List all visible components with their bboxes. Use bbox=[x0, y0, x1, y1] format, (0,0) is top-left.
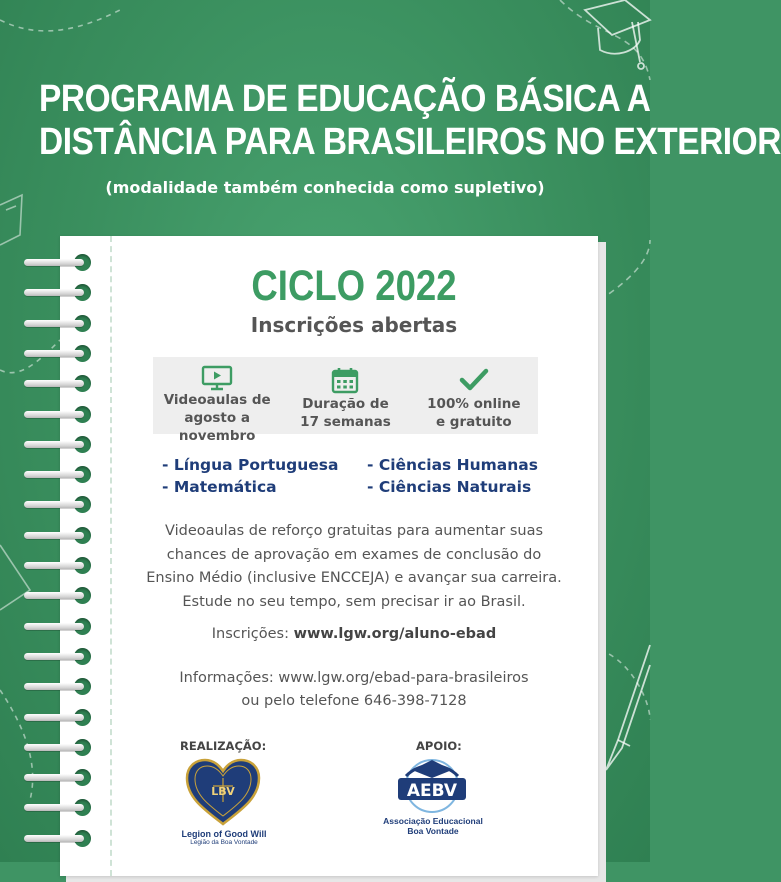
feature-videoclasses bbox=[153, 357, 281, 444]
supporter-label: APOIO: bbox=[416, 739, 462, 753]
features-box bbox=[153, 357, 538, 444]
description-line: Ensino Médio (inclusive ENCCEJA) e avançar sua carreira. bbox=[146, 570, 562, 586]
supporter-name-line-2: Boa Vontade bbox=[407, 826, 459, 836]
subject-natural-sciences: - Ciências Naturais bbox=[367, 478, 532, 496]
registration-label: Inscrições: bbox=[211, 626, 289, 642]
description-line: Videoaulas de reforço gratuitas para aumentar suas bbox=[164, 523, 544, 539]
spiral-wire bbox=[24, 259, 84, 266]
registration-line bbox=[110, 626, 598, 642]
spiral-ring bbox=[24, 676, 98, 698]
spiral-wire bbox=[24, 714, 84, 721]
spiral-wire bbox=[24, 744, 84, 751]
aebv-logo-text: AEBV bbox=[406, 781, 458, 801]
registration-status: Inscrições abertas bbox=[250, 313, 458, 337]
spiral-wire bbox=[24, 653, 84, 660]
information-line-1: Informações: www.lgw.org/ebad-para-brasileiros bbox=[179, 670, 529, 686]
feature-online-free bbox=[410, 357, 538, 434]
feature-videoclasses-line-2: agosto a novembro bbox=[178, 410, 256, 444]
book-doodle bbox=[0, 195, 22, 245]
description-line: chances de aprovação em exames de conclusão do bbox=[166, 546, 542, 563]
spiral-wire bbox=[24, 320, 84, 327]
spiral-ring bbox=[24, 646, 98, 668]
graduation-cap-doodle bbox=[585, 0, 650, 69]
spiral-wire bbox=[24, 774, 84, 781]
subject-portuguese: - Língua Portuguesa bbox=[162, 456, 339, 474]
spiral-ring bbox=[24, 525, 98, 547]
spiral-wire bbox=[24, 804, 84, 811]
supporter-name-line-1: Associação Educacional bbox=[383, 816, 483, 826]
spiral-wire bbox=[24, 592, 84, 599]
spiral-wire bbox=[24, 835, 84, 842]
spiral-ring bbox=[24, 585, 98, 607]
spiral-ring bbox=[24, 464, 98, 486]
spiral-ring bbox=[24, 737, 98, 759]
spiral-wire bbox=[24, 289, 84, 296]
feature-videoclasses-line-1: Videoaulas de bbox=[163, 392, 271, 408]
spiral-wire bbox=[24, 562, 84, 569]
feature-online-line-1: 100% online bbox=[427, 396, 521, 412]
spiral-ring bbox=[24, 616, 98, 638]
supporter-caption bbox=[378, 816, 488, 836]
spiral-ring bbox=[24, 252, 98, 274]
spiral-wire bbox=[24, 683, 84, 690]
organizer-subname: Legião da Boa Vontade bbox=[190, 839, 258, 846]
spiral-ring bbox=[24, 434, 98, 456]
information-block bbox=[110, 667, 598, 713]
lbv-logo-text: LBV bbox=[211, 785, 235, 798]
spiral-wire bbox=[24, 532, 84, 539]
feature-duration-line-2: 17 semanas bbox=[300, 414, 391, 430]
description-line: Estude no seu tempo, sem precisar ir ao Brasil. bbox=[182, 593, 526, 610]
pencil-doodle bbox=[606, 645, 650, 770]
spiral-ring bbox=[24, 767, 98, 789]
organizer-label: REALIZAÇÃO: bbox=[180, 739, 267, 753]
spiral-ring bbox=[24, 707, 98, 729]
subjects-list bbox=[162, 456, 552, 496]
spiral-ring bbox=[24, 313, 98, 335]
headline-line-1: PROGRAMA DE EDUCAÇÃO BÁSICA A bbox=[39, 78, 651, 120]
spiral-wire bbox=[24, 501, 84, 508]
spiral-wire bbox=[24, 380, 84, 387]
spiral-ring bbox=[24, 282, 98, 304]
page-headline bbox=[39, 78, 781, 164]
spiral-ring bbox=[24, 404, 98, 426]
feature-duration bbox=[281, 357, 409, 434]
spiral-wire bbox=[24, 441, 84, 448]
spiral-wire bbox=[24, 471, 84, 478]
calendar-icon bbox=[331, 365, 359, 395]
spiral-ring bbox=[24, 494, 98, 516]
page-subtitle: (modalidade também conhecida como supletivo) bbox=[105, 178, 545, 197]
organizer-caption bbox=[174, 829, 274, 846]
program-description bbox=[110, 520, 598, 614]
information-line-2: ou pelo telefone 646-398-7128 bbox=[241, 693, 467, 709]
cycle-title: CICLO 2022 bbox=[251, 262, 457, 310]
registration-link[interactable]: www.lgw.org/aluno-ebad bbox=[293, 626, 497, 642]
spiral-ring bbox=[24, 373, 98, 395]
spiral-wire bbox=[24, 623, 84, 630]
headline-line-2: DISTÂNCIA PARA BRASILEIROS NO EXTERIOR bbox=[39, 121, 781, 163]
feature-online-line-2: e gratuito bbox=[435, 414, 512, 430]
spiral-ring bbox=[24, 343, 98, 365]
checkmark-icon bbox=[459, 365, 489, 395]
organizer-name: Legion of Good Will bbox=[181, 829, 267, 839]
subject-human-sciences: - Ciências Humanas bbox=[367, 456, 538, 474]
monitor-play-icon bbox=[201, 365, 233, 391]
spiral-ring bbox=[24, 797, 98, 819]
lbv-logo bbox=[185, 758, 261, 826]
spiral-wire bbox=[24, 411, 84, 418]
spiral-ring bbox=[24, 555, 98, 577]
feature-duration-line-1: Duração de bbox=[302, 396, 389, 412]
subject-math: - Matemática bbox=[162, 478, 277, 496]
spiral-ring bbox=[24, 828, 98, 850]
aebv-logo bbox=[392, 756, 472, 814]
spiral-wire bbox=[24, 350, 84, 357]
